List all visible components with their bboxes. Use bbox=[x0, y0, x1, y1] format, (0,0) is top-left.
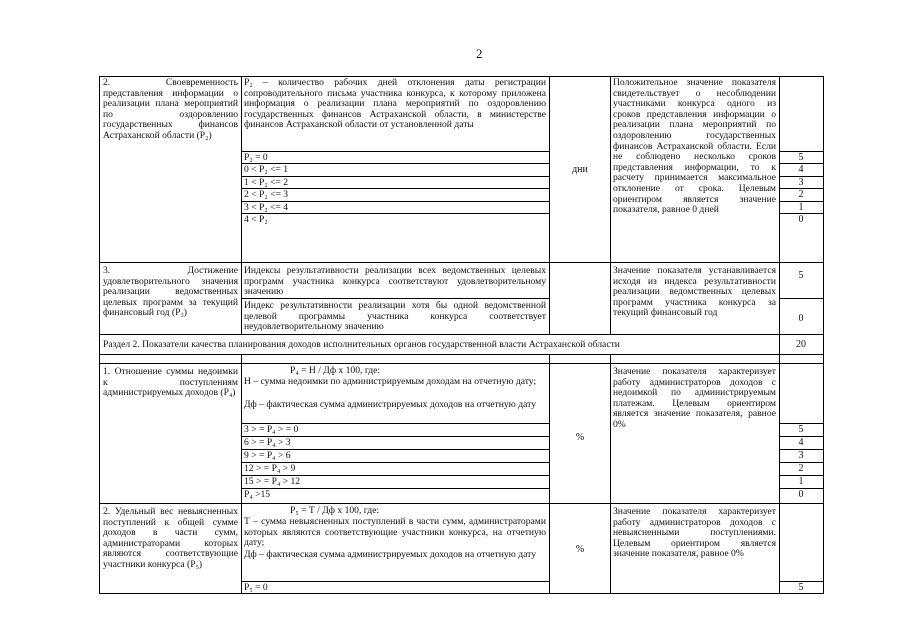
score-value: 5 bbox=[798, 424, 804, 435]
score-value: 0 bbox=[798, 313, 804, 324]
condition-item: 3 > = P₄ > = 0 bbox=[244, 424, 299, 435]
section-header-row bbox=[100, 334, 823, 355]
table-row bbox=[100, 503, 823, 594]
table-row bbox=[100, 262, 823, 335]
table-row bbox=[100, 363, 823, 504]
criterion-text: 1. Отношение суммы недоимки к поступлениям администрируемых доходов (P₄) bbox=[103, 366, 238, 399]
condition-item: 0 < P₂ <= 1 bbox=[244, 164, 289, 175]
unit-label: дни bbox=[572, 164, 588, 175]
score-value: 5 bbox=[798, 152, 804, 163]
definition-text: Т – сумма невыясненных поступлений в части сумм, администраторами которых являются соответствующие участники конкурса, на отчетную дату; bbox=[244, 516, 546, 549]
formula-text: P₅ = Т / Дф х 100, где: bbox=[290, 505, 380, 516]
comment-text: Значение показателя характеризует работу администраторов доходов с невыясненными поступлениями. Целевым ориентиром является значение показателя, равное 0% bbox=[613, 506, 776, 560]
definition-text: Н – сумма недоимки по администрируемым доходам на отчетную дату; bbox=[244, 376, 537, 387]
section-score: 20 bbox=[796, 339, 806, 350]
condition-item: 3 < P₂ <= 4 bbox=[244, 202, 289, 213]
unit-label: % bbox=[575, 544, 585, 555]
condition-item: 2 < P₂ <= 3 bbox=[244, 189, 289, 200]
page-number: 2 bbox=[476, 46, 483, 61]
condition-item: 6 > = P₄ > 3 bbox=[244, 437, 291, 448]
condition-item: 1 < P₂ <= 2 bbox=[244, 177, 289, 188]
score-value: 5 bbox=[798, 270, 804, 281]
score-value: 3 bbox=[798, 450, 804, 461]
definition-text: P₂ – количество рабочих дней отклонения даты регистрации сопроводительного письма участника конкурса, к которому приложена информация о реализации плана мероприятий по оздоровлению государственных финансов Астраханской области, в министерстве финансов Астраханской области от установленной даты bbox=[244, 77, 546, 131]
condition-item: P₅ = 0 bbox=[244, 582, 268, 593]
score-value: 0 bbox=[798, 489, 804, 500]
condition-item: Индексы результативности реализации всех ведомственных целевых программ участника конкурса соответствуют удовлетворительному значению bbox=[244, 265, 546, 298]
score-value: 1 bbox=[798, 476, 804, 487]
condition-item: 12 > = P₄ > 9 bbox=[244, 463, 296, 474]
formula-text: P₄ = Н / Дф х 100, где: bbox=[290, 365, 381, 376]
condition-item: 15 > = P₄ > 12 bbox=[244, 476, 301, 487]
condition-item: P₂ = 0 bbox=[244, 152, 268, 163]
score-value: 2 bbox=[798, 463, 804, 474]
unit-label: % bbox=[575, 432, 585, 443]
criterion-text: 3. Достижение удовлетворительного значения реализации ведомственных целевых программ за текущий финансовый год (P₃) bbox=[103, 265, 238, 319]
section-title: Раздел 2. Показатели качества планирования доходов исполнительных органов государственной власти Астраханской области bbox=[103, 339, 620, 350]
score-value: 5 bbox=[798, 582, 804, 593]
criteria-table bbox=[99, 76, 824, 594]
score-value: 2 bbox=[798, 189, 804, 200]
condition-item: P₄ >15 bbox=[244, 489, 271, 500]
comment-text: Положительное значение показателя свидетельствует о несоблюдении участниками конкурса одного из сроков представления информации о реализации плана мероприятий по оздоровлению государственных финансов Астраханской области. Если не соблюдено несколько сроков представления информации, то к расчету принимается максимальное отклонение от срока. Целевым ориентиром является значение показателя, равное 0 дней bbox=[613, 77, 776, 216]
condition-item: Индекс результативности реализации хотя бы одной ведомственной целевой программы участника конкурса соответствует неудовлетворительному значению bbox=[244, 300, 546, 333]
table-row bbox=[100, 76, 823, 262]
comment-text: Значение показателя характеризует работу администраторов доходов с недоимкой по администрируемым платежам. Целевым ориентиром является значение показателя, равное 0% bbox=[613, 366, 776, 430]
criterion-text: 2. Удельный вес невыясненных поступлений к общей сумме доходов в части сумм, администраторами которых являются соответствующие участники конкурса (P₅) bbox=[103, 506, 238, 570]
condition-item: 9 > = P₄ > 6 bbox=[244, 450, 291, 461]
score-value: 3 bbox=[798, 177, 804, 188]
score-value: 1 bbox=[798, 202, 804, 213]
score-value: 4 bbox=[798, 437, 804, 448]
criterion-text: 2. Своевременность представления информации о реализации плана мероприятий по оздоровлению государственных финансов Астраханской области (P₂) bbox=[103, 77, 238, 141]
score-value: 4 bbox=[798, 164, 804, 175]
score-value: 0 bbox=[798, 214, 804, 225]
definition-text: Дф – фактическая сумма администрируемых доходов на отчетную дату bbox=[244, 549, 536, 560]
condition-item: 4 < P₂ bbox=[244, 214, 268, 225]
definition-text: Дф – фактическая сумма администрируемых доходов на отчетную дату bbox=[244, 399, 536, 410]
comment-text: Значение показателя устанавливается исходя из индекса результативности реализации ведомственных целевых программ участника конкурса за текущий финансовый год bbox=[613, 265, 776, 319]
